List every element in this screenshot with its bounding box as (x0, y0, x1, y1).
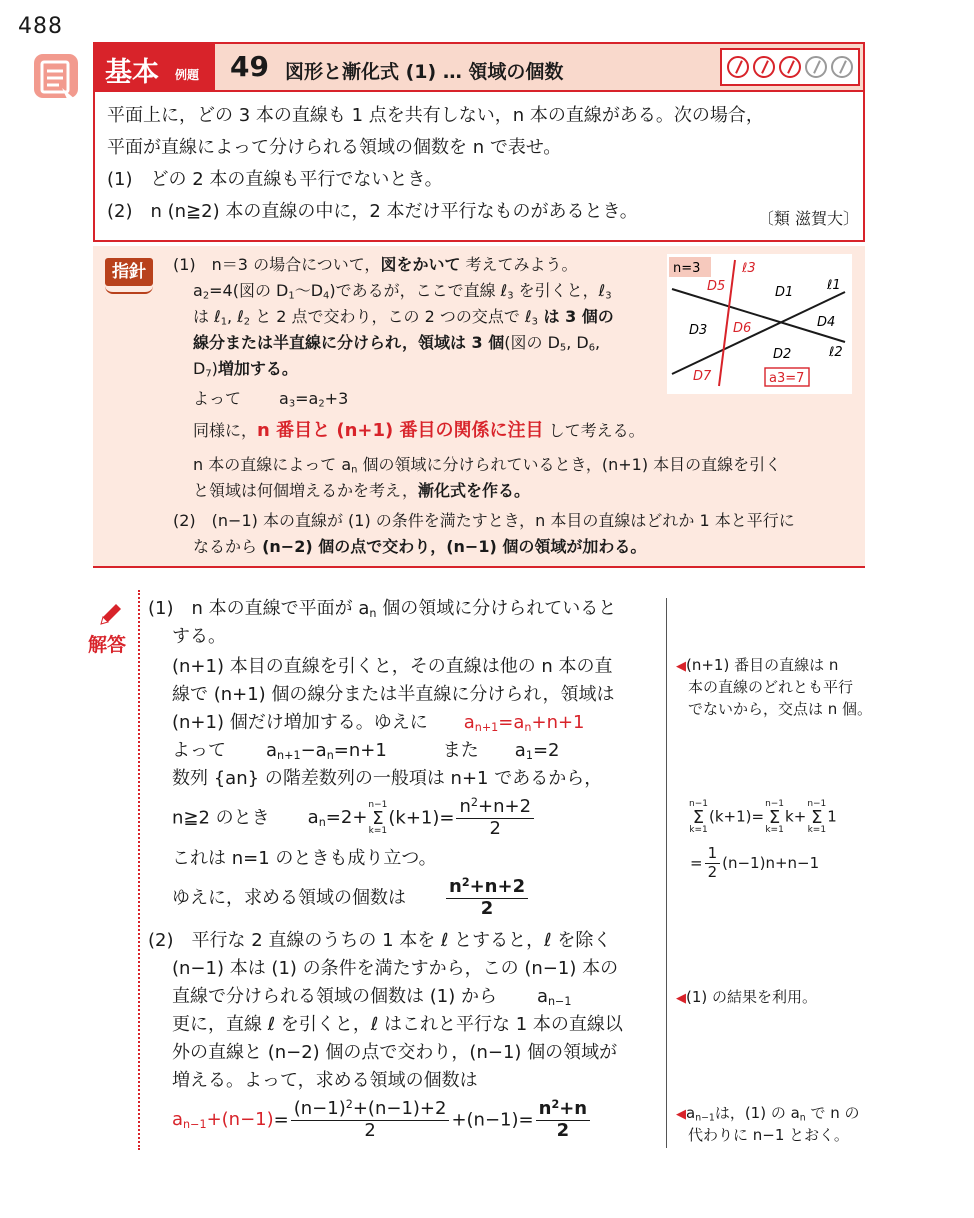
answer-label: 解答 (88, 634, 127, 656)
page-number: 488 (18, 14, 63, 39)
difficulty-dial-icon (727, 56, 749, 78)
problem-statement (107, 100, 857, 228)
region-D5: D5 (707, 279, 726, 294)
side-note: 代わりに n−1 とおく。 (688, 1126, 849, 1144)
book-icon (105, 286, 153, 294)
region-D4: D4 (817, 315, 836, 330)
region-D2: D2 (773, 347, 792, 362)
answer-line: (n+1) 本目の直線を引くと，その直線は他の n 本の直 (172, 656, 613, 677)
question-1: (1) どの 2 本の直線も平行でないとき。 (107, 169, 443, 190)
pencil-icon (95, 600, 125, 630)
side-note: 本の直線のどれとも平行 (688, 678, 854, 696)
hint-badge: 指針 (105, 258, 153, 286)
answer-divider (138, 590, 140, 1150)
answer-line: (n−1) 本は (1) の条件を満たすから，この (n−1) 本の (172, 958, 619, 979)
hint-line: なるから (n−2) 個の点で交わり，(n−1) 個の領域が加わる。 (193, 537, 647, 556)
answer-line: 直線で分けられる領域の個数は (1) から $a_{n-1}$ (172, 986, 572, 1008)
hint-line: 同様に，n 番目と (n+1) 番目の関係に注目 して考える。 (193, 420, 645, 441)
label-l1: ℓ1 (827, 278, 841, 293)
hint-line: $a_2=4$(図の $D_1\sim D_4$)であるが，ここで直線 ℓ$_3$ を引くと，ℓ$_3$ (193, 281, 612, 302)
difficulty-rating (720, 48, 860, 86)
hint-line: $D_7$)増加する。 (193, 359, 298, 380)
hint-line: よって $a_3=a_2+3$ (193, 389, 349, 410)
hint-line: 線分または半直線に分けられ，領域は 3 個(図の $D_5$, $D_6$, (193, 333, 601, 354)
answer-formula: $a_{n-1}+(n-1)=$ $\frac{(n-1)^2+(n-1)+2}{2}$ +(n−1)= $\frac{n^2+n}{2}$ (172, 1100, 592, 1141)
difficulty-dial-icon (779, 56, 801, 78)
problem-header (95, 44, 863, 92)
answer-line: これは n=1 のときも成り立つ。 (172, 848, 437, 869)
figure-n-label: n=3 (673, 261, 701, 276)
answer-line: よって $a_{n+1}-a_n=n+1$ また $a_1=2$ (172, 740, 560, 762)
side-note: ◀(1) の結果を利用。 (676, 988, 818, 1006)
figure-a3-label: a3=7 (769, 371, 805, 386)
side-formula: n−1 Σ k=1 (k+1)= n−1 Σ k=1 k+ n−1 Σ k=1 1 (689, 799, 837, 835)
answer-line: 外の直線と (n−2) 個の点で交わり，(n−1) 個の領域が (172, 1042, 618, 1063)
side-formula: = $\frac{1}{2}$ (n−1)n+n−1 (690, 844, 820, 881)
answer-line: 更に，直線 ℓ を引くと，ℓ はこれと平行な 1 本の直線以 (172, 1014, 623, 1035)
kihon-label: 基本 (105, 57, 159, 88)
answer-line: する。 (172, 626, 226, 647)
answer-line: ゆえに，求める領域の個数は $\frac{n^2+n+2}{2}$ (172, 878, 530, 919)
answer-line: 数列 {an} の階差数列の一般項は n+1 であるから， (172, 768, 603, 789)
hint-line: は ℓ$_1$, ℓ$_2$ と 2 点で交わり，この 2 つの交点で ℓ$_3$ は 3 個の (193, 307, 614, 328)
reidai-label: 例題 (175, 68, 200, 82)
side-note: $◀a_{n-1}$は，(1) の $a_n$ で n の (676, 1104, 860, 1124)
problem-line: 平面が直線によって分けられる領域の個数を n で表せ。 (107, 137, 562, 158)
region-D3: D3 (689, 323, 708, 338)
lines-figure (667, 254, 852, 394)
answer-line: (n+1) 個だけ増加する。ゆえに $a_{n+1}=a_n+n+1$ (172, 712, 585, 734)
side-note: でないから，交点は n 個。 (688, 700, 873, 718)
kihon-tab (95, 44, 215, 90)
side-note-divider (666, 598, 667, 1148)
answer-line: (2) 平行な 2 直線のうちの 1 本を ℓ とすると，ℓ を除く (148, 930, 612, 951)
problem-line: 平面上に，どの 3 本の直線も 1 点を共有しない，n 本の直線がある。次の場合， (107, 105, 764, 126)
hint-box (93, 246, 865, 568)
region-D1: D1 (775, 285, 794, 300)
hint-line: n 本の直線によって $a_n$ 個の領域に分けられているとき，(n+1) 本目の直線を引く (193, 455, 782, 476)
hint-line: と領域は何個増えるかを考え，漸化式を作る。 (193, 481, 530, 500)
difficulty-dial-icon (753, 56, 775, 78)
hint-line: (2) (n−1) 本の直線が (1) の条件を満たすとき，n 本目の直線はどれか 1 本と平行に (173, 511, 795, 530)
difficulty-dial-icon (805, 56, 827, 78)
answer-formula: n≧2 のとき $a_n=2+$ n−1 Σ k=1 (k+1)= $\frac{n^2+n+2}{2}$ (172, 798, 536, 839)
answer-area (0, 590, 974, 1160)
problem-box (93, 42, 865, 242)
label-l3: ℓ3 (742, 261, 756, 276)
region-D6: D6 (733, 321, 752, 336)
answer-line: 線で (n+1) 個の線分または半直線に分けられ，領域は (172, 684, 615, 705)
difficulty-dial-icon (831, 56, 853, 78)
answer-line: (1) n 本の直線で平面が $a_n$ 個の領域に分けられていると (148, 598, 617, 620)
answer-line: 増える。よって，求める領域の個数は (172, 1070, 478, 1091)
side-note: ◀(n+1) 番目の直線は n (676, 656, 839, 674)
hint-line: (1) n＝3 の場合について，図をかいて 考えてみよう。 (173, 255, 578, 274)
region-D7: D7 (693, 369, 712, 384)
problem-source: 〔類 滋賀大〕 (757, 209, 859, 228)
question-2: (2) n (n≧2) 本の直線の中に，2 本だけ平行なものがあるとき。 (107, 201, 638, 222)
problem-number: 49 (230, 50, 269, 83)
problem-title: 図形と漸化式 (1) … 領域の個数 (285, 61, 564, 83)
label-l2: ℓ2 (829, 345, 843, 360)
document-icon (32, 52, 82, 102)
